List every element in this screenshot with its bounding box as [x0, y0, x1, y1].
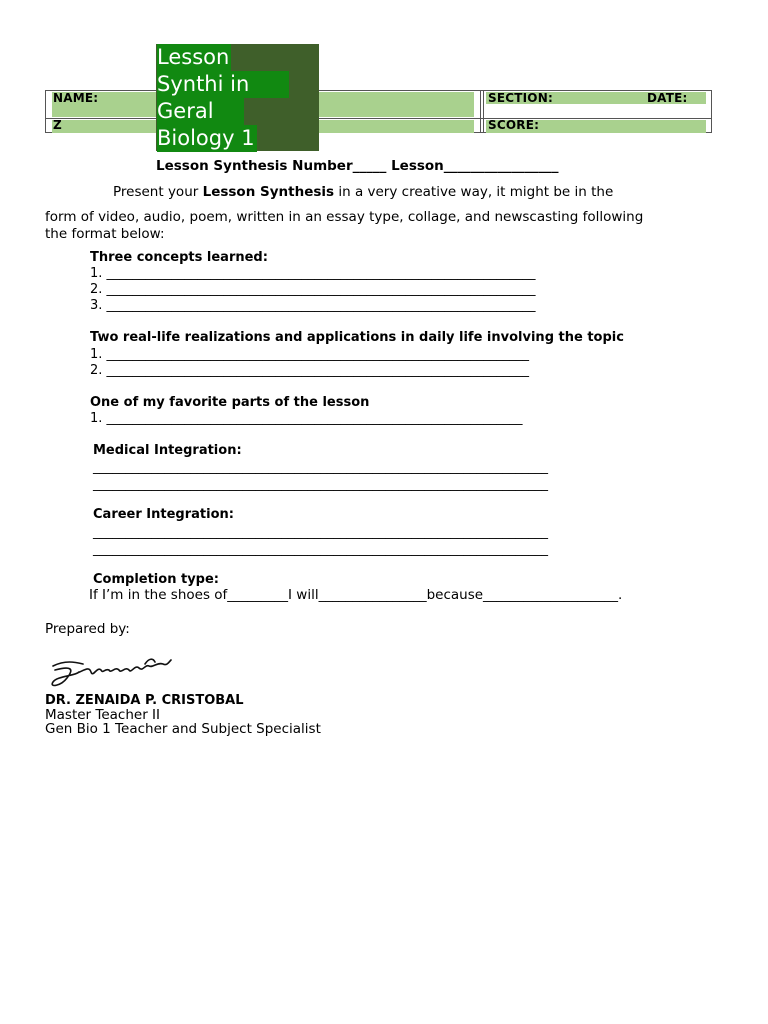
z-label: Z	[53, 118, 62, 132]
medical-heading: Medical Integration:	[93, 443, 242, 458]
author-role-1: Master Teacher II	[45, 707, 161, 723]
signature-image	[45, 652, 175, 692]
concept-line-1[interactable]: 1. __________________________________________________________________	[90, 266, 536, 281]
medical-line-1[interactable]: ______________________________________________________________________	[93, 460, 548, 475]
completion-heading: Completion type:	[93, 572, 219, 587]
career-line-1[interactable]: ______________________________________________________________________	[93, 525, 548, 540]
concept-line-3[interactable]: 3. __________________________________________________________________	[90, 298, 536, 313]
concept-line-2[interactable]: 2. __________________________________________________________________	[90, 282, 536, 297]
realization-line-1[interactable]: 1. _________________________________________________________________	[90, 347, 530, 362]
author-name: DR. ZENAIDA P. CRISTOBAL	[45, 693, 244, 708]
career-line-2[interactable]: ______________________________________________________________________	[93, 542, 548, 557]
medical-line-2[interactable]: ______________________________________________________________________	[93, 477, 548, 492]
synthesis-heading	[156, 158, 559, 174]
realization-line-2[interactable]: 2. _________________________________________________________________	[90, 363, 530, 378]
title-line-4: Biology 1	[157, 126, 255, 150]
realizations-heading: Two real-life realizations and applications in daily life involving the topic	[90, 330, 624, 345]
intro-text-a: Present your	[113, 184, 203, 200]
prepared-by-label: Prepared by:	[45, 621, 130, 637]
concepts-heading: Three concepts learned:	[90, 250, 268, 265]
name-label: NAME:	[53, 91, 99, 105]
synthesis-number: Lesson Synthesis Number_____	[156, 158, 387, 174]
favorite-heading: One of my favorite parts of the lesson	[90, 395, 370, 410]
student-info-table	[45, 90, 712, 133]
title-line-2: Synthi in	[157, 71, 289, 98]
title-line-1: Lesson	[157, 45, 230, 69]
lesson-title-box	[156, 44, 319, 151]
lesson-blank: Lesson_________________	[391, 158, 559, 174]
career-heading: Career Integration:	[93, 507, 234, 522]
intro-line-1	[113, 184, 613, 200]
intro-line-2: form of video, audio, poem, written in an essay type, collage, and newscasting following	[45, 209, 644, 225]
completion-sentence[interactable]: If I’m in the shoes of_________I will________________because____________________.	[89, 587, 623, 603]
intro-line-3: the format below:	[45, 226, 165, 242]
intro-text-bold: Lesson Synthesis	[202, 184, 335, 200]
score-label: SCORE:	[488, 118, 540, 132]
date-label: DATE:	[647, 91, 688, 105]
favorite-line-1[interactable]: 1. ________________________________________________________________	[90, 411, 523, 426]
section-label: SECTION:	[488, 91, 553, 105]
author-role-2: Gen Bio 1 Teacher and Subject Specialist	[45, 721, 321, 737]
title-line-3: Geral	[157, 98, 244, 125]
intro-text-b: in a very creative way, it might be in the	[334, 184, 614, 200]
